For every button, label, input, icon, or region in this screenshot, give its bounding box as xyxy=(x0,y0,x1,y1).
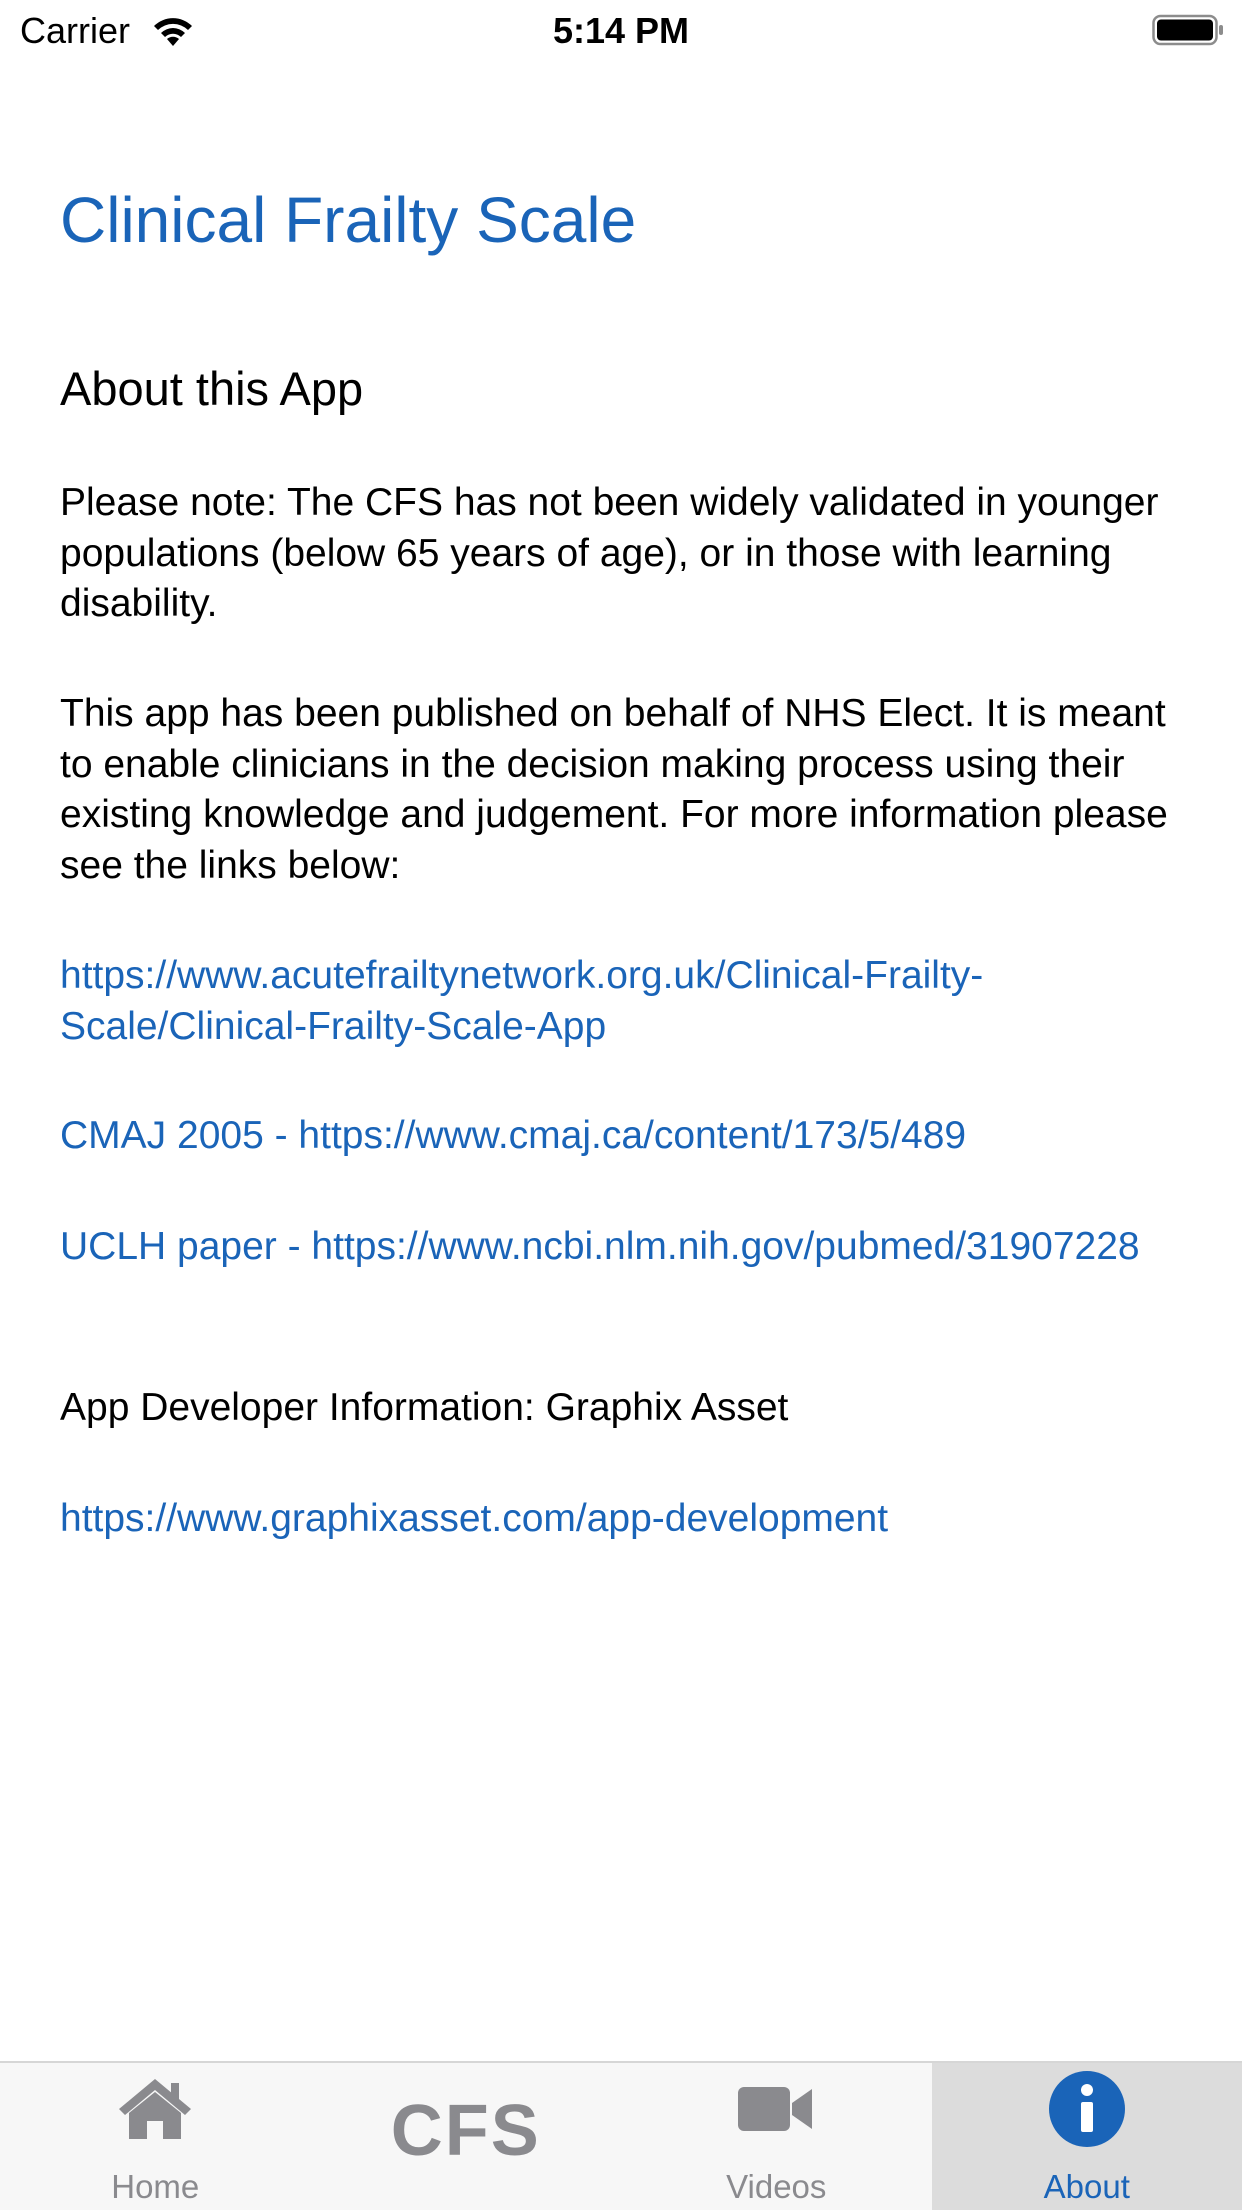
tab-videos-label: Videos xyxy=(621,2168,932,2206)
tab-cfs[interactable] xyxy=(311,2063,622,2210)
status-time: 5:14 PM xyxy=(0,10,1242,52)
status-bar xyxy=(0,0,1242,62)
tab-home[interactable] xyxy=(0,2063,311,2210)
tab-home-label: Home xyxy=(0,2168,311,2206)
acute-frailty-network-link[interactable]: https://www.acutefrailtynetwork.org.uk/Clinical-Frailty-Scale/Clinical-Frailty-Scale-App xyxy=(60,951,1190,1052)
cmaj-link[interactable]: CMAJ 2005 - https://www.cmaj.ca/content/173/5/489 xyxy=(60,1111,1190,1162)
developer-info: App Developer Information: Graphix Asset xyxy=(60,1383,1190,1434)
uclh-paper-link[interactable]: UCLH paper - https://www.ncbi.nlm.nih.gov/pubmed/31907228 xyxy=(60,1222,1190,1273)
cfs-logo: CFS xyxy=(311,2091,622,2171)
tab-bar xyxy=(0,2061,1242,2210)
tab-videos[interactable] xyxy=(621,2063,932,2210)
developer-link[interactable]: https://www.graphixasset.com/app-development xyxy=(60,1494,1190,1545)
info-icon xyxy=(1047,2069,1127,2149)
battery-icon xyxy=(1152,14,1224,46)
published-note: This app has been published on behalf of NHS Elect. It is meant to enable clinicians in the decision making process using their existing knowledge and judgement. For more information please see the links below: xyxy=(60,689,1190,891)
validation-note: Please note: The CFS has not been widely validated in younger populations (below 65 years of age), or in those with learning disability. xyxy=(60,478,1190,630)
page-title: Clinical Frailty Scale xyxy=(60,180,636,260)
house-icon xyxy=(115,2075,195,2143)
tab-about[interactable] xyxy=(932,2063,1242,2210)
video-camera-icon xyxy=(736,2075,816,2143)
section-heading: About this App xyxy=(60,360,363,418)
carrier-label: Carrier xyxy=(20,10,130,52)
tab-about-label: About xyxy=(932,2168,1242,2206)
